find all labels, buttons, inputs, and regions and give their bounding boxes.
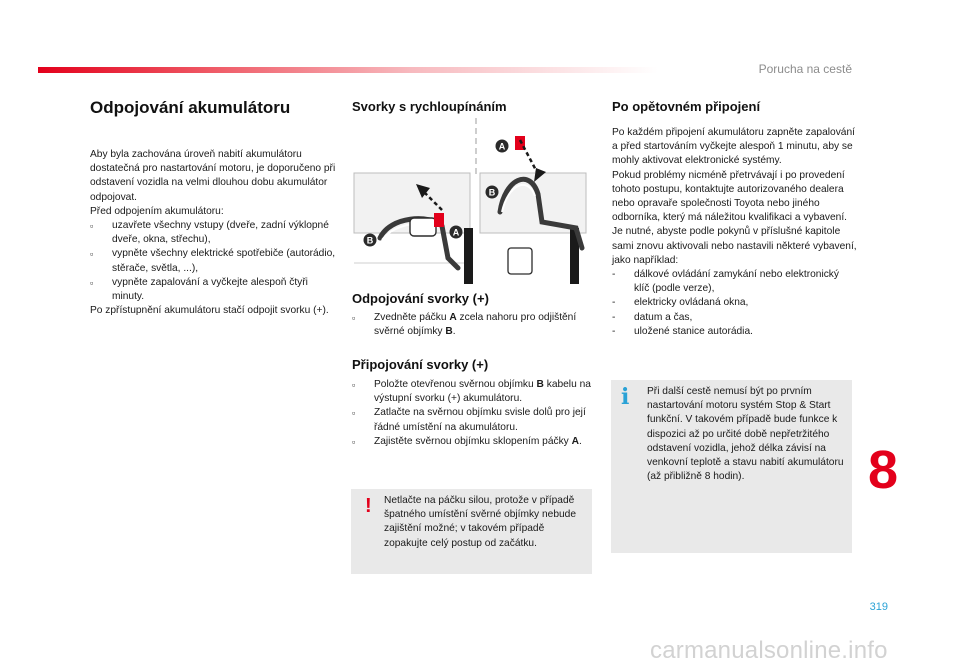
- callout-label: B: [488, 187, 496, 198]
- warning-note: [351, 489, 592, 574]
- bullet-text: vypněte zapalování a vyčkejte alespoň čtyři minuty.: [112, 276, 308, 303]
- bullet-icon: ▫: [90, 277, 94, 288]
- list-item: [90, 276, 336, 304]
- list-item: ▫ Zvedněte páčku A zcela nahoru pro odjištění svěrné objímky B.: [352, 312, 577, 338]
- list-item: - dálkové ovládání zamykání nebo elektronický klíč (podle verze),: [612, 269, 839, 295]
- info-text: Při další cestě nemusí být po prvním nastartování motoru systém Stop & Start funkční. V takovém případě bude funkce k dispozici až po určité době nepřetržitého odstavení vozidla, jehož délka závisí na venkovní teplotě a stavu nabití akumulátoru (až přibližně 8 hodin).: [647, 386, 844, 483]
- clamp-closed-diagram: [464, 118, 586, 284]
- intro-paragraph: Aby byla zachována úroveň nabití akumulátoru dostatečná pro nastartování motoru, je doporučeno při odstavení vozidla na velmi dlouhou dobu akumulátor odpojovat.: [90, 149, 336, 203]
- bullet-icon: ▫: [352, 313, 356, 323]
- section-heading-reconnect: Po opětovném připojení: [612, 99, 761, 114]
- page-title: Odpojování akumulátoru: [90, 98, 291, 117]
- bullet-icon: ▫: [352, 408, 356, 419]
- callout-label: B: [366, 235, 374, 246]
- info-note: [611, 380, 852, 553]
- list-item: - datum a čas,: [612, 311, 693, 323]
- column-3-text: [612, 126, 857, 339]
- list-item: [90, 219, 336, 247]
- connect-steps: [352, 378, 592, 449]
- list-item: - uložené stanice autorádia.: [612, 325, 753, 337]
- section-title: Porucha na cestě: [758, 62, 852, 76]
- list-item: ▫ Zajistěte svěrnou objímku sklopením páčky A.: [352, 435, 592, 449]
- callout-A-right: [496, 140, 509, 153]
- callout-label: A: [498, 141, 506, 152]
- list-item: - elektricky ovládaná okna,: [612, 297, 749, 309]
- warning-text: Netlačte na páčku silou, protože v případě špatného umístění svěrné objímky nebude zajištění možné; v takovém případě zopakujte celý postup od začátku.: [384, 495, 576, 549]
- reactivate-paragraph: Je nutné, abyste podle pokynů v příslušné kapitole sami znovu aktivovali nebo nastavili některé vybavení, jako například:: [612, 226, 857, 266]
- bullet-text: vypněte všechny elektrické spotřebiče (autorádio, stěrače, světla, ...),: [112, 248, 336, 274]
- bullet-icon: ▫: [352, 436, 356, 447]
- bullet-icon: ▫: [90, 249, 94, 260]
- callout-B-right: [486, 186, 499, 199]
- watermark: carmanualsonline.info: [650, 637, 888, 664]
- bullet-text: uzavřete všechny vstupy (dveře, zadní výklopné dveře, okna, střechu),: [112, 220, 329, 246]
- outro-paragraph: Po zpřístupnění akumulátoru stačí odpojit svorku (+).: [90, 305, 329, 317]
- header-accent-bar: [38, 67, 658, 73]
- bullet-icon: ▫: [352, 380, 356, 390]
- section-heading-disconnect: Odpojování svorky (+): [352, 291, 489, 306]
- chapter-number: 8: [868, 440, 899, 500]
- problem-paragraph: Pokud problémy nicméně přetrvávají i po provedení tohoto postupu, kontaktujte autorizovaného dealera nebo opravaře společnosti Toyota nebo jiného odborníka, který má náležitou kvalifikaci a vybavení.: [612, 169, 847, 224]
- column-1-text: [90, 148, 336, 318]
- info-icon: i: [621, 384, 630, 410]
- reconnect-intro: Po každém připojení akumulátoru zapněte zapalování a před startováním vyčkejte alespoň 1 minutu, aby se mohly aktivovat elektronické systémy.: [612, 127, 855, 167]
- disconnect-steps: [352, 311, 592, 339]
- battery-clamp-illustration: [350, 118, 592, 288]
- bullet-icon: ▫: [90, 221, 94, 232]
- callout-B-left: [364, 234, 377, 247]
- section-heading-connect: Připojování svorky (+): [352, 357, 489, 372]
- list-item: ▫ Zatlačte na svěrnou objímku svisle dolů pro její řádné umístění na akumulátoru.: [352, 407, 586, 433]
- section-heading-quick-clamps: Svorky s rychloupínáním: [352, 99, 507, 114]
- warning-icon: !: [365, 495, 372, 517]
- clamp-open-diagram: [354, 173, 470, 268]
- page-number: 319: [869, 601, 888, 613]
- list-item: [90, 247, 336, 275]
- callout-A-left: [450, 226, 463, 239]
- list-item: ▫ Položte otevřenou svěrnou objímku B kabelu na výstupní svorku (+) akumulátoru.: [352, 379, 591, 405]
- before-label: Před odpojením akumulátoru:: [90, 205, 224, 217]
- callout-label: A: [452, 227, 460, 238]
